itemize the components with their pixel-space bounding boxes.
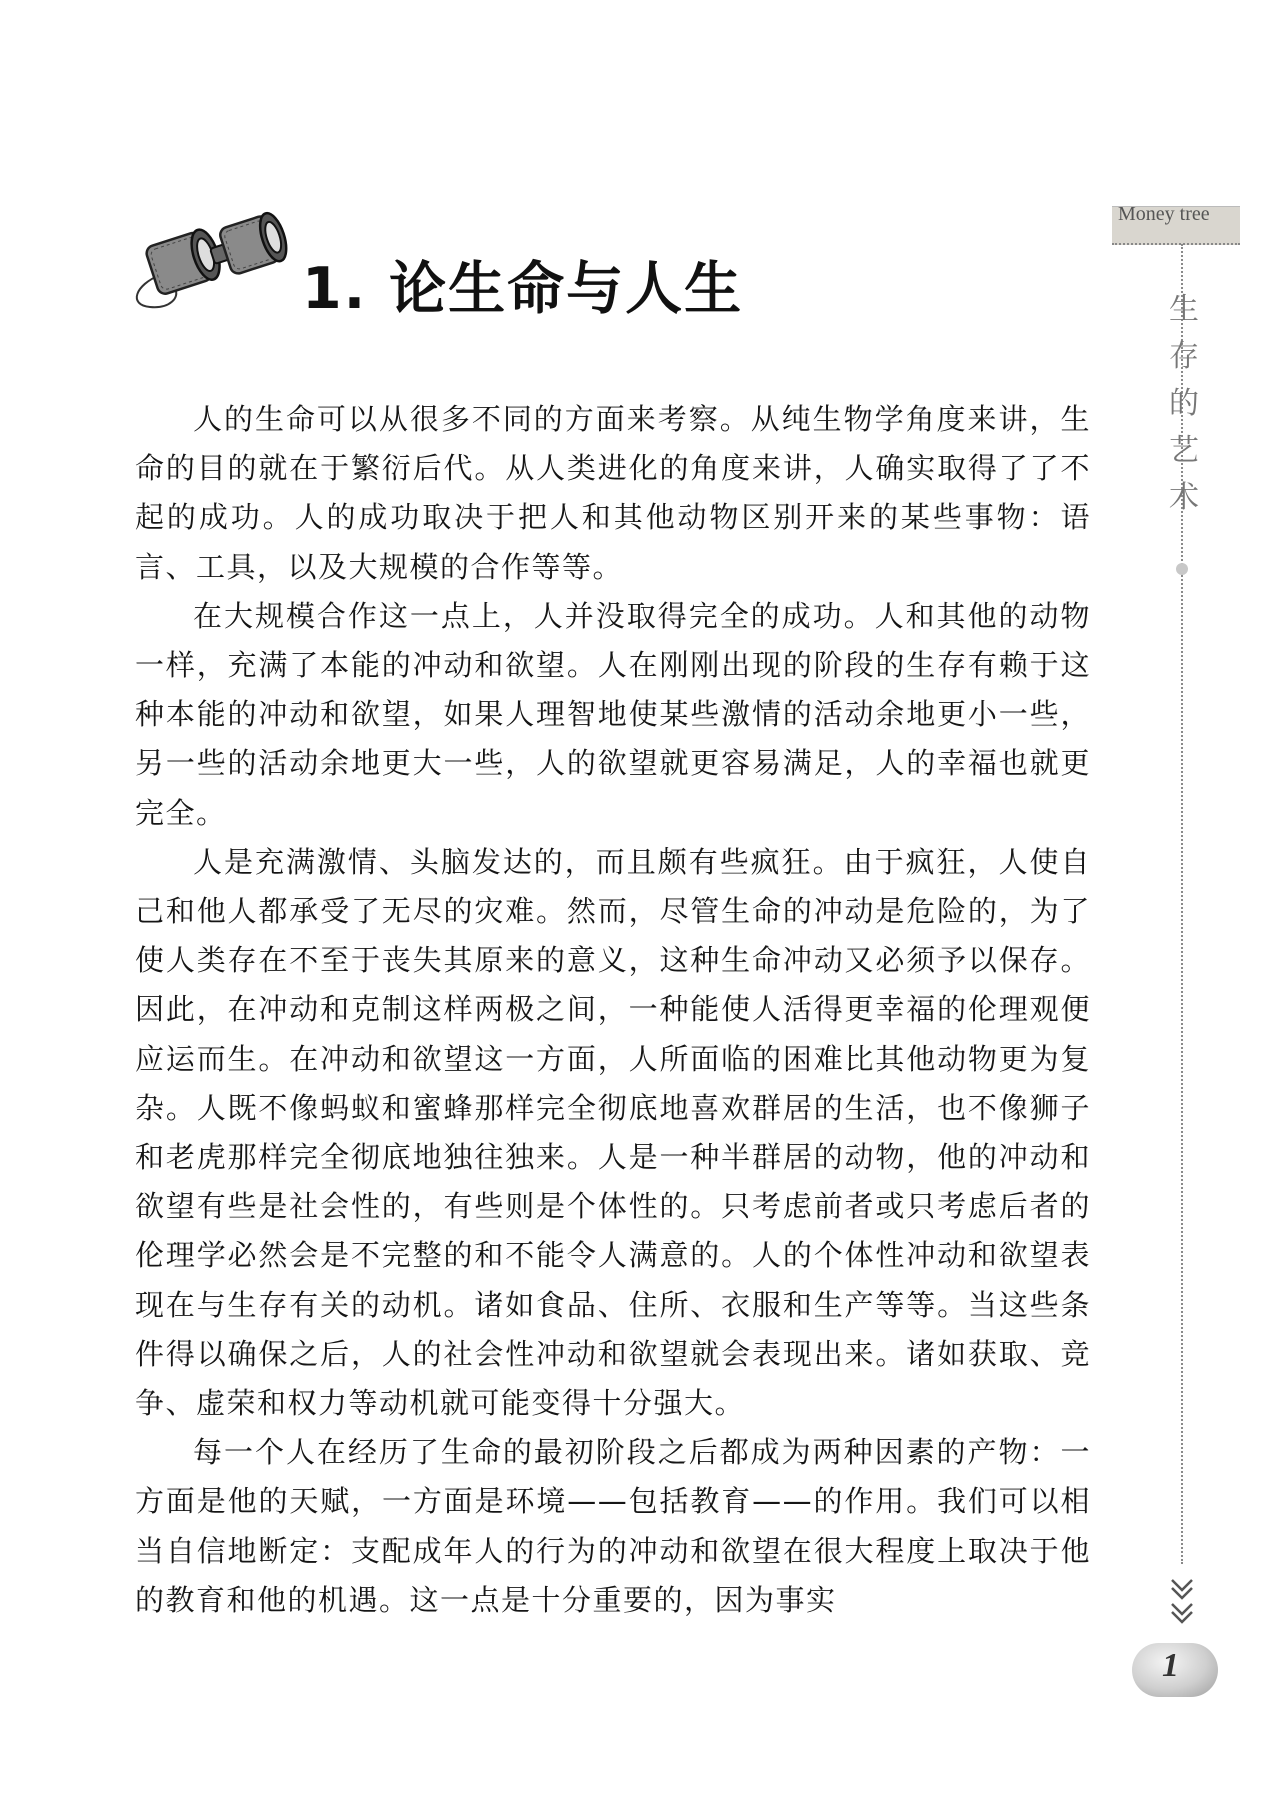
paragraph: 在大规模合作这一点上，人并没取得完全的成功。人和其他的动物一样，充满了本能的冲动和欲望。人在刚刚出现的阶段的生存有赖于这种本能的冲动和欲望，如果人理智地使某些激情的活动余地更小一些，另一些的活动余地更大一些，人的欲望就更容易满足，人的幸福也就更完全。 — [135, 598, 1091, 830]
series-tab — [1112, 206, 1240, 245]
book-title-char: 术 — [1169, 480, 1199, 515]
book-title-vertical — [1166, 286, 1202, 521]
book-title-char: 生 — [1169, 292, 1199, 327]
page-number-badge — [1132, 1643, 1218, 1697]
book-title-char: 艺 — [1169, 433, 1199, 468]
series-tab-label: Money tree — [1118, 206, 1210, 225]
body-text — [135, 395, 1091, 1625]
chapter-title: 1. 论生命与人生 — [302, 256, 744, 322]
page-number: 1 — [1162, 1647, 1179, 1684]
book-title-char: 存 — [1169, 339, 1199, 374]
paragraph: 人的生命可以从很多不同的方面来考察。从纯生物学角度来讲，生命的目的就在于繁衍后代。从人类进化的角度来讲，人确实取得了了不起的成功。人的成功取决于把人和其他动物区别开来的某些事物：语言、工具，以及大规模的合作等等。 — [135, 402, 1091, 584]
paragraph: 人是充满激情、头脑发达的，而且颇有些疯狂。由于疯狂，人使自己和他人都承受了无尽的灾难。然而，尽管生命的冲动是危险的，为了使人类存在不至于丧失其原来的意义，这种生命冲动又必须予以保存。因此，在冲动和克制这样两极之间，一种能使人活得更幸福的伦理观便应运而生。在冲动和欲望这一方面，人所面临的困难比其他动物更为复杂。人既不像蚂蚁和蜜蜂那样完全彻底地喜欢群居的生活，也不像狮子和老虎那样完全彻底地独往独来。人是一种半群居的动物，他的冲动和欲望有些是社会性的，有些则是个体性的。只考虑前者或只考虑后者的伦理学必然会是不完整的和不能令人满意的。人的个体性冲动和欲望表现在与生存有关的动机。诸如食品、住所、衣服和生产等等。当这些条件得以确保之后，人的社会性冲动和欲望就会表现出来。诸如获取、竞争、虚荣和权力等动机就可能变得十分强大。 — [135, 844, 1091, 1421]
double-chevron-down-icon — [1162, 1570, 1202, 1630]
binoculars-icon — [130, 205, 290, 325]
paragraph: 每一个人在经历了生命的最初阶段之后都成为两种因素的产物：一方面是他的天赋，一方面是环境——包括教育——的作用。我们可以相当自信地断定：支配成年人的行为的冲动和欲望在很大程度上取决于他的教育和他的机遇。这一点是十分重要的，因为事实 — [135, 1435, 1091, 1617]
margin-dot — [1176, 563, 1188, 575]
book-title-char: 的 — [1169, 386, 1199, 421]
